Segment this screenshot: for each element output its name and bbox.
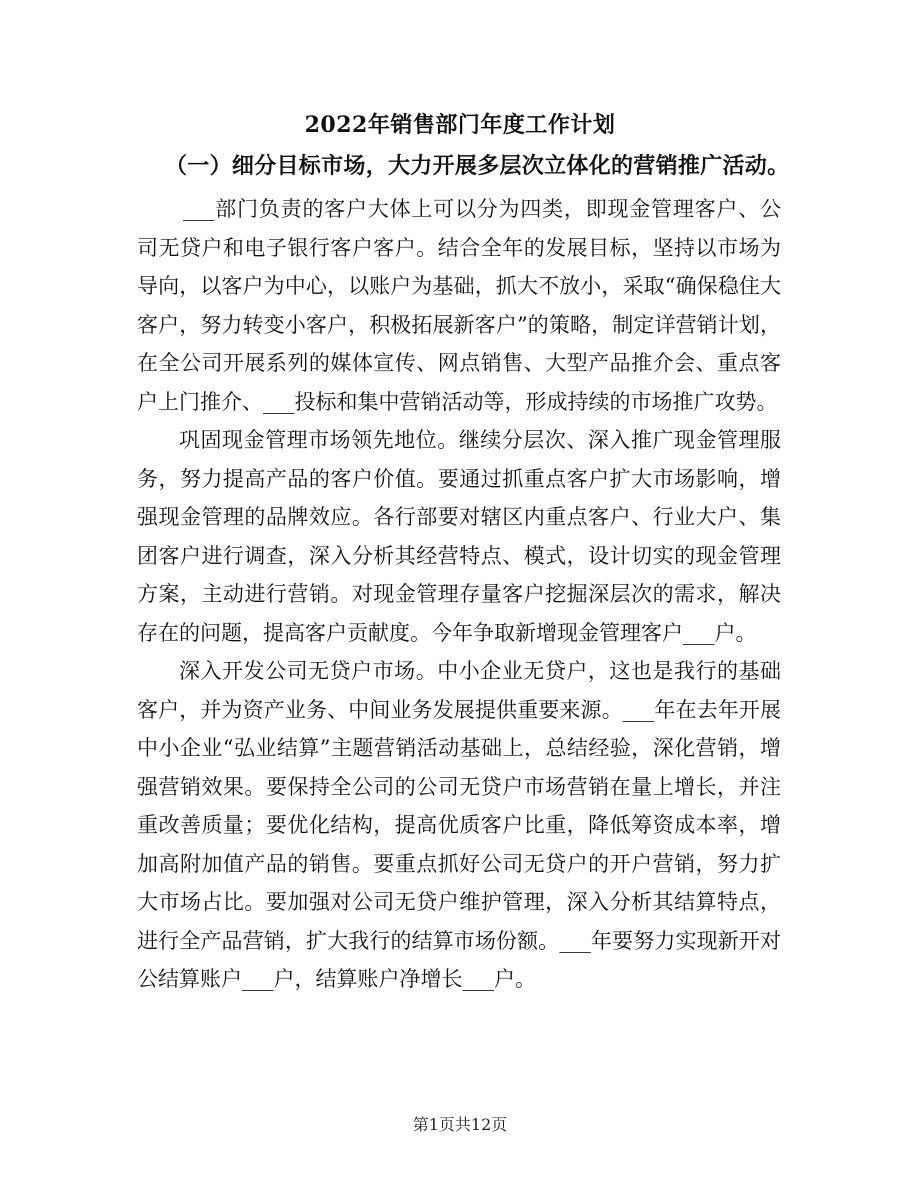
paragraph-cash-management: 巩固现金管理市场领先地位。继续分层次、深入推广现金管理服务，努力提高产品的客户价值。要通过抓重点客户扩大市场影响，增强现金管理的品牌效应。各行部要对辖区内重点客户、行业大户、集团客户进行调查，深入分析其经营特点、模式，设计切实的现金管理方案，主动进行营销。对现金管理存量客户挖掘深层次的需求，解决存在的问题，提高客户贡献度。今年争取新增现金管理客户___户。 [137, 428, 781, 645]
paragraph-no-loan-accounts: 深入开发公司无贷户市场。中小企业无贷户，这也是我行的基础客户，并为资产业务、中间业务发展提供重要来源。___年在去年开展中小企业“弘业结算”主题营销活动基础上，总结经验，深化营销，增强营销效果。要保持全公司的公司无贷户市场营销在量上增长，并注重改善质量；要优化结构，提高优质客户比重，降低筹资成本率，增加高附加值产品的销售。要重点抓好公司无贷户的开户营销，努力扩大市场占比。要加强对公司无贷户维护管理，深入分析其结算特点，进行全产品营销，扩大我行的结算市场份额。___年要努力实现新开对公结算账户___户，结算账户净增长___户。 [137, 659, 781, 991]
document-body [137, 190, 781, 999]
section-heading: （一）细分目标市场，大力开展多层次立体化的营销推广活动。 [165, 153, 790, 179]
paragraph-customer-segments: ___部门负责的客户大体上可以分为四类，即现金管理客户、公司无贷户和电子银行客户客户。结合全年的发展目标，坚持以市场为导向，以客户为中心，以账户为基础，抓大不放小，采取“确保稳住大客户，努力转变小客户，积极拓展新客户”的策略，制定详营销计划，在全公司开展系列的媒体宣传、网点销售、大型产品推介会、重点客户上门推介、___投标和集中营销活动等，形成持续的市场推广攻势。 [137, 197, 781, 414]
page-number-footer: 第1页共12页 [412, 1115, 508, 1134]
document-title: 2022年销售部门年度工作计划 [304, 112, 616, 138]
